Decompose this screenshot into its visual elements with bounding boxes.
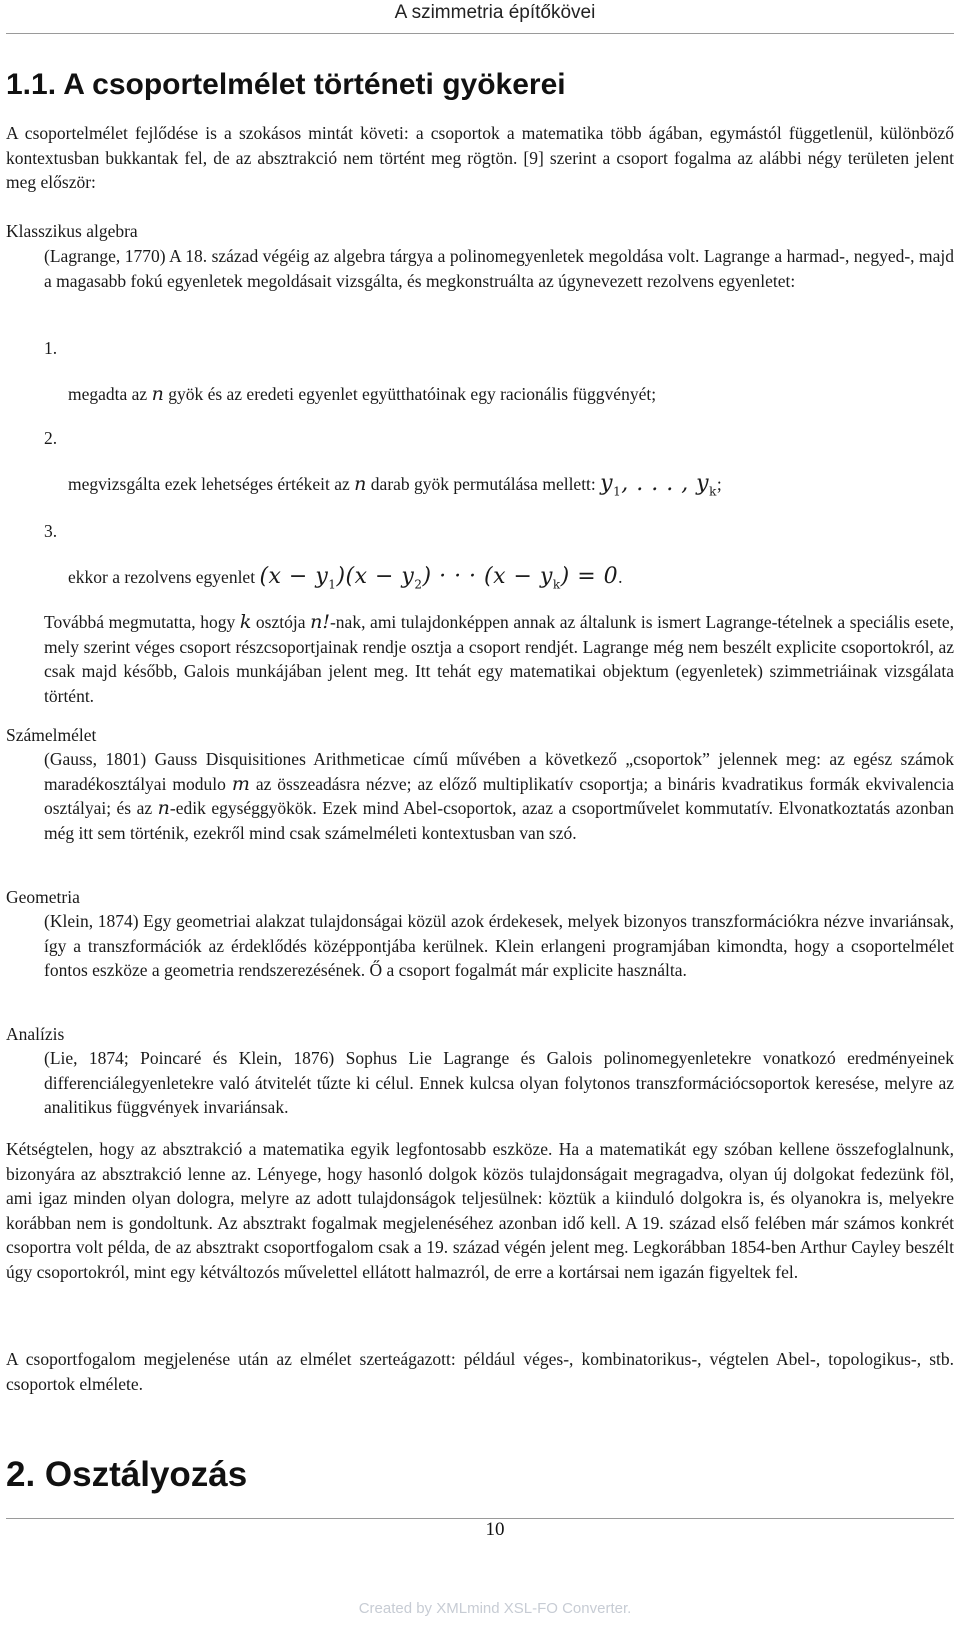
list-number-3: 3. bbox=[44, 521, 58, 541]
header-rule bbox=[6, 33, 954, 34]
list-item-3: ekkor a rezolvens egyenlet $(x - y_1)(x - y_2)$ · · · $(x - y_k) = 0$. bbox=[68, 564, 623, 592]
math-m: m bbox=[231, 772, 250, 795]
term-geometry: Geometria bbox=[6, 887, 80, 907]
list-item-2: megvizsgálta ezek lehetséges értékeit az n darab gyök permutálása mellett: $y_1$, . . . , $y_k$; bbox=[68, 471, 722, 499]
intro-paragraph: A csoportelmélet fejlődése is a szokásos mintát követi: a csoportok a matematika több ágában, egymástól függetlenül, különböző kontextusban bukkantak fel, de az absztrakció nem történt meg rögtön. [9] szerint a csoport fogalma az alábbi négy területen jelent meg először: bbox=[6, 123, 954, 192]
geometry-paragraph: (Klein, 1874) Egy geometriai alakzat tulajdonságai közül azok érdekesek, melyek bizonyos transzformációkra nézve invariánsak, így a transzformációk az érdeklődés középpontjába kerülnek. Klein erlangeni programjában kimondta, hogy a csoportelmélet fontos eszköze a geometria rendszerezésének. Ő a csoport fogalmát már explicite használta. bbox=[44, 911, 954, 980]
list-item-1: megadta az n gyök és az eredeti egyenlet együtthatóinak egy racionális függvényét; bbox=[68, 383, 657, 405]
math-resolvent-equation: $(x - y_1)(x - y_2)$ · · · $(x - y_k) = 0$ bbox=[259, 564, 619, 592]
math-roots: $y_1$, . . . , $y_k$ bbox=[600, 471, 717, 499]
math-k: k bbox=[239, 611, 252, 633]
abstraction-paragraph: Kétségtelen, hogy az absztrakció a matematika egyik legfontosabb eszköze. Ha a matematikát egy szóban kellene összefoglalnunk, bizonyára az absztrakció lenne az. Lényege, hogy hasonló dolgok közös tulajdonságait megragadva, olyan új dolgokat fedezünk föl, ami igaz minden olyan dologra, melyre az adott tulajdonságok teljesülnek: köztük a kiinduló dolgokra is, és olyanokra is, melyekre korábban nem is gondoltunk. Az absztrakt fogalmak megjelenéséhez azonban idő kell. A 19. század első felében már számos konkrét csoportra volt példa, de az absztrakt csoportfogalom csak a 19. század végén jelent meg. Legkorábban 1854-ben Arthur Cayley beszélt úgy csoportokról, mint egy kétváltozós művelettel ellátott halmazról, de erre a kortársai nem igazán figyeltek fel. bbox=[6, 1139, 954, 1282]
term-classical-algebra: Klasszikus algebra bbox=[6, 221, 138, 241]
number-theory-paragraph: (Gauss, 1801) Gauss Disquisitiones Arithmeticae című művében a következő „csoportok” jelennek meg: az egész számok maradékosztályai modulo m az összeadásra nézve; az előző multiplikatív csoportja; a bináris kvadratikus formák ekvivalencia osztályai; és az n-edik egységgyökök. Ezek mind Abel-csoportok, azaz a csoportművelet kommutatív. Elvonatkoztatás azonban még itt sem történik, ezekről mind csak számelméleti kontextusban van szó. bbox=[44, 749, 954, 843]
chapter-title: 2. Osztályozás bbox=[6, 1455, 248, 1494]
algebra-paragraph: (Lagrange, 1770) A 18. század végéig az algebra tárgya a polinomegyenletek megoldása volt. Lagrange a harmad-, negyed-, majd a magasabb fokú egyenletek megoldásait vizsgálta, és megkonstruálta az úgynevezett rezolvens egyenletet: bbox=[44, 246, 954, 291]
converter-credit: Created by XMLmind XSL-FO Converter. bbox=[358, 1600, 632, 1617]
running-header: A szimmetria építőkövei bbox=[394, 2, 596, 23]
math-n: n bbox=[151, 383, 164, 405]
term-number-theory: Számelmélet bbox=[6, 725, 97, 745]
section-title: 1.1. A csoportelmélet történeti gyökerei bbox=[6, 68, 566, 101]
math-n-factorial: n! bbox=[310, 611, 330, 633]
list-number-2: 2. bbox=[44, 428, 58, 448]
analysis-paragraph: (Lie, 1874; Poincaré és Klein, 1876) Sophus Lie Lagrange és Galois polinomegyenletekre vonatkozó eredményeinek differenciálegyenletekre való átvitelét tűzte ki célul. Ennek kulcsa olyan folytonos transzformációcsoportok keresése, melyre az analitikus függvények invariánsak. bbox=[44, 1048, 954, 1117]
math-n: n bbox=[157, 797, 170, 819]
branches-paragraph: A csoportfogalom megjelenése után az elmélet szerteágazott: például véges-, kombinatorikus-, végtelen Abel-, topologikus-, stb. csoportok elmélete. bbox=[6, 1349, 954, 1394]
math-n: n bbox=[354, 473, 367, 495]
page-number: 10 bbox=[485, 1519, 505, 1540]
term-analysis: Analízis bbox=[6, 1024, 65, 1044]
lagrange-theorem-paragraph: Továbbá megmutatta, hogy k osztója n!-nak, ami tulajdonképpen annak az általunk is ismert Lagrange-tételnek a speciális esete, mely szerint véges csoport részcsoportjainak rendje osztja a csoport rendjét. Lagrange még nem beszélt explicite csoportokról, az csak majd később, Galois munkájában jelent meg. Itt tehát egy matematikai objektum (egyenletek) szimmetriáinak vizsgálata történt. bbox=[44, 611, 954, 706]
list-number-1: 1. bbox=[44, 338, 58, 358]
